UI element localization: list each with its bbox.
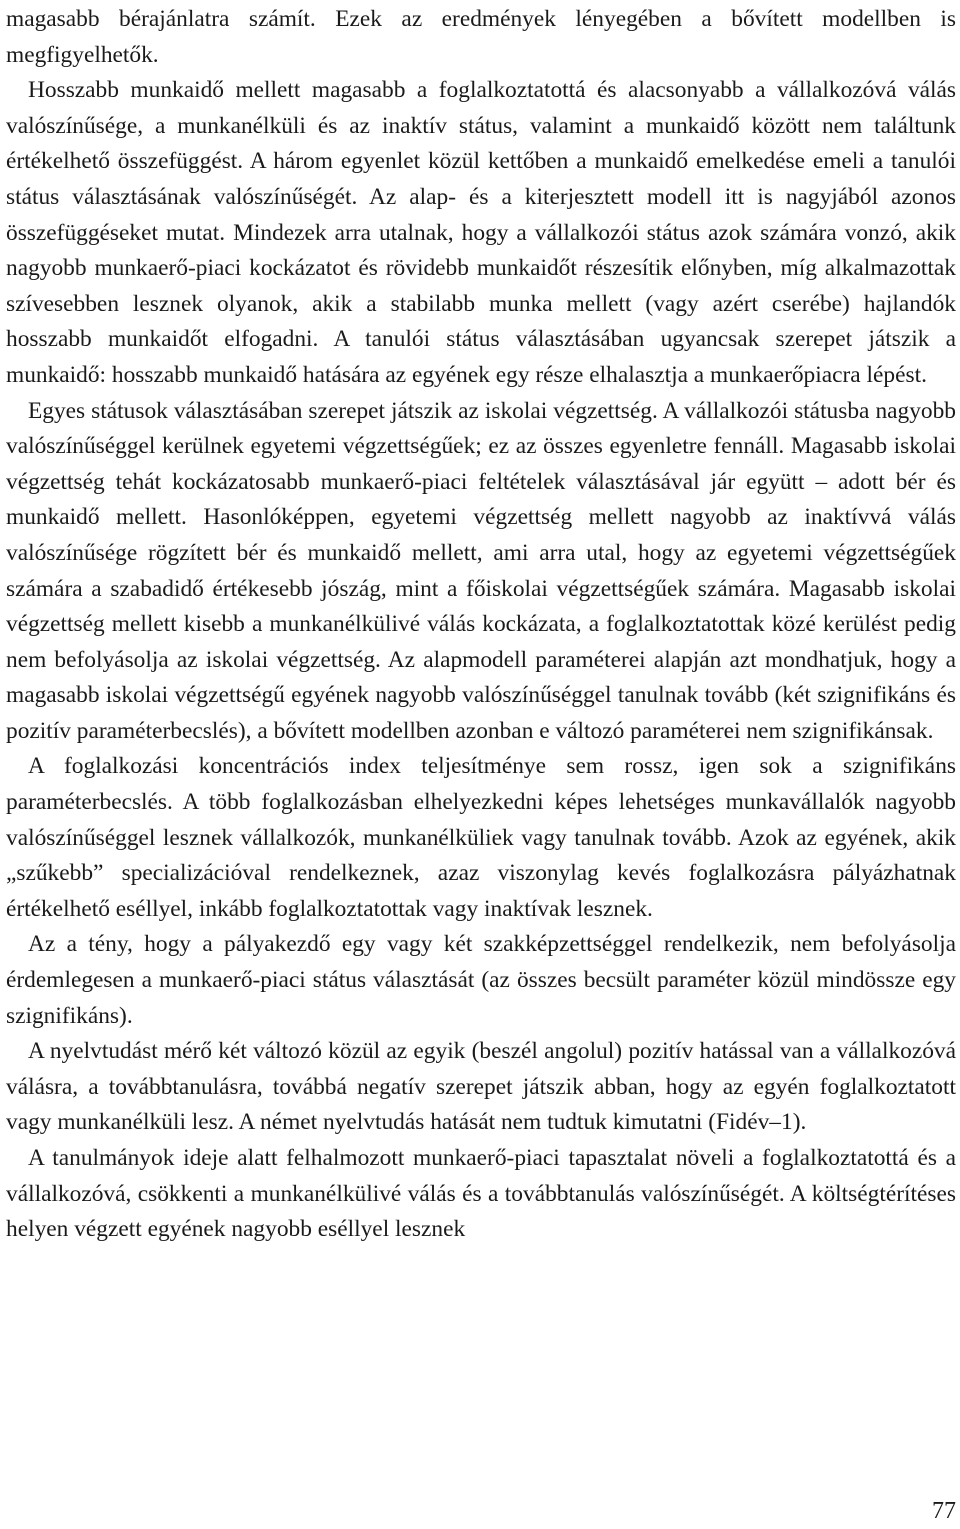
paragraph: A nyelvtudást mérő két változó közül az egyik (beszél angolul) pozitív hatással van a vállalkozóvá válásra, a továbbtanulásra, továbbá negatív szerepet játszik abban, hogy az egyén foglalkoztatott vagy munkanélküli lesz. A német nyelvtudás hatását nem tudtuk kimutatni (Fidév–1).	[6, 1038, 956, 1136]
paragraph: Az a tény, hogy a pályakezdő egy vagy két szakképzettséggel rendelkezik, nem befolyásolja érdemlegesen a munkaerő-piaci státus választását (az összes becsült paraméter közül mindössze egy szignifikáns).	[6, 931, 956, 1029]
paragraph: A tanulmányok ideje alatt felhalmozott munkaerő-piaci tapasztalat növeli a foglalkoztatottá és a vállalkozóvá, csökkenti a munkanélkülivé válás és a továbbtanulás valószínűségét. A költségtérítéses helyen végzett egyének nagyobb eséllyel lesznek	[6, 1145, 956, 1243]
page-number: 77	[932, 1498, 956, 1524]
paragraph: Hosszabb munkaidő mellett magasabb a foglalkoztatottá és alacsonyabb a vállalkozóvá válás valószínűsége, a munkanélküli és az inaktív státus, valamint a munkaidő között nem találtunk értékelhető összefüggést. A három egyenlet közül kettőben a munkaidő emelkedése emeli a tanulói státus választásának valószínűségét. Az alap- és a kiterjesztett modell itt is nagyjából azonos összefüggéseket mutat. Mindezek arra utalnak, hogy a vállalkozói státus azok számára vonzó, akik nagyobb munkaerő-piaci kockázatot és rövidebb munkaidőt részesítik előnyben, míg alkalmazottak szívesebben lesznek olyanok, akik a stabilabb munka mellett (vagy azért cserébe) hajlandók hosszabb munkaidőt elfogadni. A tanulói státus választásában ugyancsak szerepet játszik a munkaidő: hosszabb munkaidő hatására az egyének egy része elhalasztja a munkaerőpiacra lépést.	[6, 77, 956, 388]
paragraph: magasabb bérajánlatra számít. Ezek az eredmények lényegében a bővített modellben is megfigyelhetők.	[6, 6, 956, 68]
body-text	[6, 2, 956, 1248]
paragraph: Egyes státusok választásában szerepet játszik az iskolai végzettség. A vállalkozói státusba nagyobb valószínűséggel kerülnek egyetemi végzettségűek; ez az összes egyenletre fennáll. Magasabb iskolai végzettség tehát kockázatosabb munkaerő-piaci feltételek választásával jár együtt – adott bér és munkaidő mellett. Hasonlóképpen, egyetemi végzettség mellett nagyobb az inaktívvá válás valószínűsége rögzített bér és munkaidő mellett, ami arra utal, hogy az egyetemi végzettségűek számára a szabadidő értékesebb jószág, mint a főiskolai végzettségűek számára. Magasabb iskolai végzettség mellett kisebb a munkanélkülivé válás kockázata, a foglalkoztatottak közé kerülést pedig nem befolyásolja az iskolai végzettség. Az alapmodell paraméterei alapján azt mondhatjuk, hogy a magasabb iskolai végzettségű egyének nagyobb valószínűséggel tanulnak tovább (két szignifikáns és pozitív paraméterbecslés), a bővített modellben azonban e változó paraméterei nem szignifikánsak.	[6, 397, 956, 744]
paragraph: A foglalkozási koncentrációs index teljesítménye sem rossz, igen sok a szignifikáns paraméterbecslés. A több foglalkozásban elhelyezkedni képes lehetséges munkavállalók nagyobb valószínűséggel lesznek vállalkozók, munkanélküliek vagy tanulnak tovább. Azok az egyének, akik „szűkebb” specializációval rendelkeznek, azaz viszonylag kevés foglalkozásra pályázhatnak értékelhető eséllyel, inkább foglalkoztatottak vagy inaktívak lesznek.	[6, 753, 956, 922]
